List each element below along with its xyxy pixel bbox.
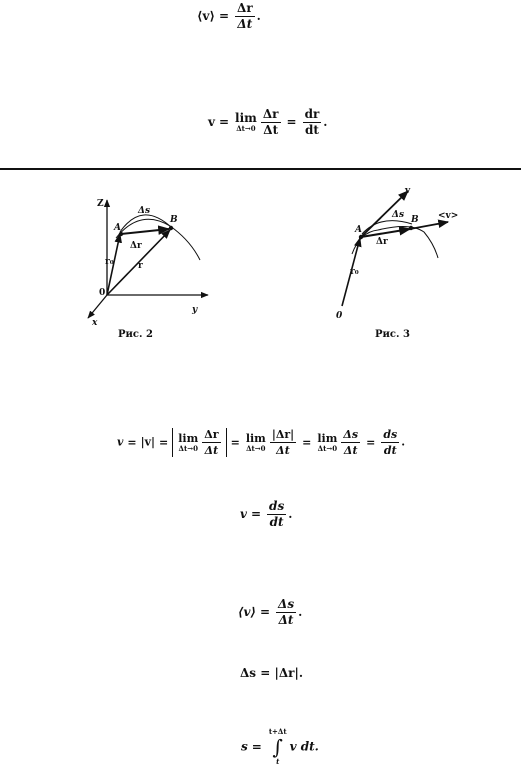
eq2-lim-word: lim (235, 111, 257, 125)
eq3-lhs: v (117, 435, 124, 449)
eq4-equals: = (250, 507, 262, 521)
equation-path-displacement (240, 666, 303, 680)
label-b: B (170, 215, 178, 225)
eq7-lower-limit: t (276, 757, 280, 766)
equation-speed-derivative (240, 500, 292, 529)
eq3-frac-d (381, 428, 399, 457)
label-r0-3: r₀ (350, 267, 359, 277)
eq7-equals: = (251, 739, 262, 754)
equation-speed-magnitude (117, 428, 405, 457)
eq3-frac-c (341, 428, 360, 457)
eq4-lhs: v (240, 507, 247, 521)
eq1-numerator: Δr (237, 1, 253, 15)
eq3-den-a: Δt (204, 444, 219, 457)
eq3-lim-c-word: lim (317, 432, 338, 445)
eq3-num-a: Δr (204, 428, 219, 441)
label-origin-3: 0 (336, 311, 343, 319)
label-a-3: A (355, 225, 362, 235)
eq3-frac-a (202, 428, 220, 457)
eq3-den-c: Δt (343, 444, 358, 457)
eq3-lim-b-word: lim (245, 432, 266, 445)
point-a-3 (359, 235, 363, 239)
eq3-den-d: dt (383, 444, 397, 457)
label-a: A (114, 223, 121, 233)
vector-delta-r (121, 229, 169, 234)
equation-path-integral (241, 728, 319, 766)
eq2-equals: = (218, 115, 230, 129)
label-delta-s-3: Δs (392, 210, 405, 220)
label-delta-s: Δs (138, 206, 151, 216)
eq6-text: Δs = |Δr|. (240, 666, 304, 680)
eq2-limit (235, 112, 257, 133)
eq4-period: . (288, 507, 293, 521)
eq2-equals-2: = (286, 115, 297, 129)
eq3-lim-a-sub: Δt→0 (178, 444, 198, 453)
eq3-equals-5: = (366, 435, 376, 449)
eq3-equals-4: = (302, 435, 312, 449)
eq2-den-1: Δt (263, 123, 279, 137)
eq3-lim-a-word: lim (178, 432, 199, 445)
eq3-lim-c-sub: Δt→0 (317, 444, 338, 453)
eq3-equals-2: = (159, 435, 169, 449)
equation-average-velocity (197, 2, 261, 31)
eq3-limit-c (317, 432, 337, 453)
eq7-integrand: v dt. (289, 739, 319, 754)
eq4-den: dt (269, 515, 284, 529)
eq7-integral-sign: ∫ (272, 735, 283, 759)
eq3-den-b: Δt (276, 444, 290, 457)
eq2-num-1: Δr (262, 107, 279, 121)
eq4-num: ds (269, 499, 285, 513)
eq1-period: . (256, 9, 261, 23)
eq1-fraction (235, 2, 255, 31)
label-origin: 0 (99, 288, 106, 298)
label-average-v: <v> (438, 211, 459, 221)
eq2-fraction-2 (303, 108, 322, 137)
equation-average-speed (238, 598, 302, 627)
figure-2-caption: Рис. 2 (118, 329, 153, 340)
eq3-abs-v: |v| (140, 435, 156, 449)
eq2-period: . (323, 115, 328, 129)
eq4-fraction (267, 500, 286, 529)
eq1-equals: = (218, 9, 230, 23)
eq2-fraction-1 (261, 108, 281, 137)
eq7-upper-limit: t+Δt (268, 727, 287, 736)
figure-3-caption: Рис. 3 (375, 329, 410, 340)
label-r0: r₀ (105, 257, 114, 267)
eq5-num: Δs (278, 597, 295, 611)
eq3-frac-b (270, 428, 296, 457)
x-axis (88, 295, 107, 318)
label-delta-r: Δr (130, 241, 142, 251)
eq5-lhs: ⟨v⟩ (238, 605, 256, 619)
eq3-equals-1: = (127, 435, 137, 449)
eq2-num-2: dr (304, 107, 320, 121)
eq3-limit-b (246, 432, 266, 453)
point-b (169, 226, 173, 230)
trajectory-curve (116, 219, 200, 260)
eq1-denominator: Δt (237, 17, 253, 31)
label-r: r (138, 261, 143, 271)
label-v: v (405, 186, 411, 196)
eq3-num-d: ds (383, 428, 398, 441)
eq3-equals-3: = (230, 435, 240, 449)
eq2-den-2: dt (304, 123, 319, 137)
eq7-lhs: s (241, 739, 248, 754)
figure-3 (330, 184, 470, 319)
eq1-lhs: ⟨v⟩ (197, 9, 215, 23)
eq5-period: . (298, 605, 303, 619)
eq2-lim-sub: Δt→0 (236, 124, 256, 133)
label-x: x (92, 318, 98, 327)
label-y: y (192, 305, 198, 315)
point-b-3 (409, 226, 413, 230)
eq3-num-b: |Δr| (271, 428, 295, 441)
eq3-abs-limit (172, 428, 226, 457)
eq3-lim-b-sub: Δt→0 (246, 444, 266, 453)
eq3-limit-a (178, 432, 198, 453)
figure-2 (80, 192, 220, 327)
section-divider (0, 168, 521, 170)
eq3-period: . (401, 435, 406, 449)
label-b-3: B (411, 215, 419, 225)
label-z: Z (97, 199, 104, 209)
eq5-fraction (276, 598, 296, 627)
equation-instantaneous-velocity (208, 108, 327, 137)
eq5-den: Δt (278, 613, 294, 627)
eq5-equals: = (259, 605, 271, 619)
label-delta-r-3: Δr (376, 237, 388, 247)
eq3-num-c: Δs (343, 428, 359, 441)
eq2-lhs: v (208, 115, 215, 129)
eq7-integral (269, 728, 287, 766)
